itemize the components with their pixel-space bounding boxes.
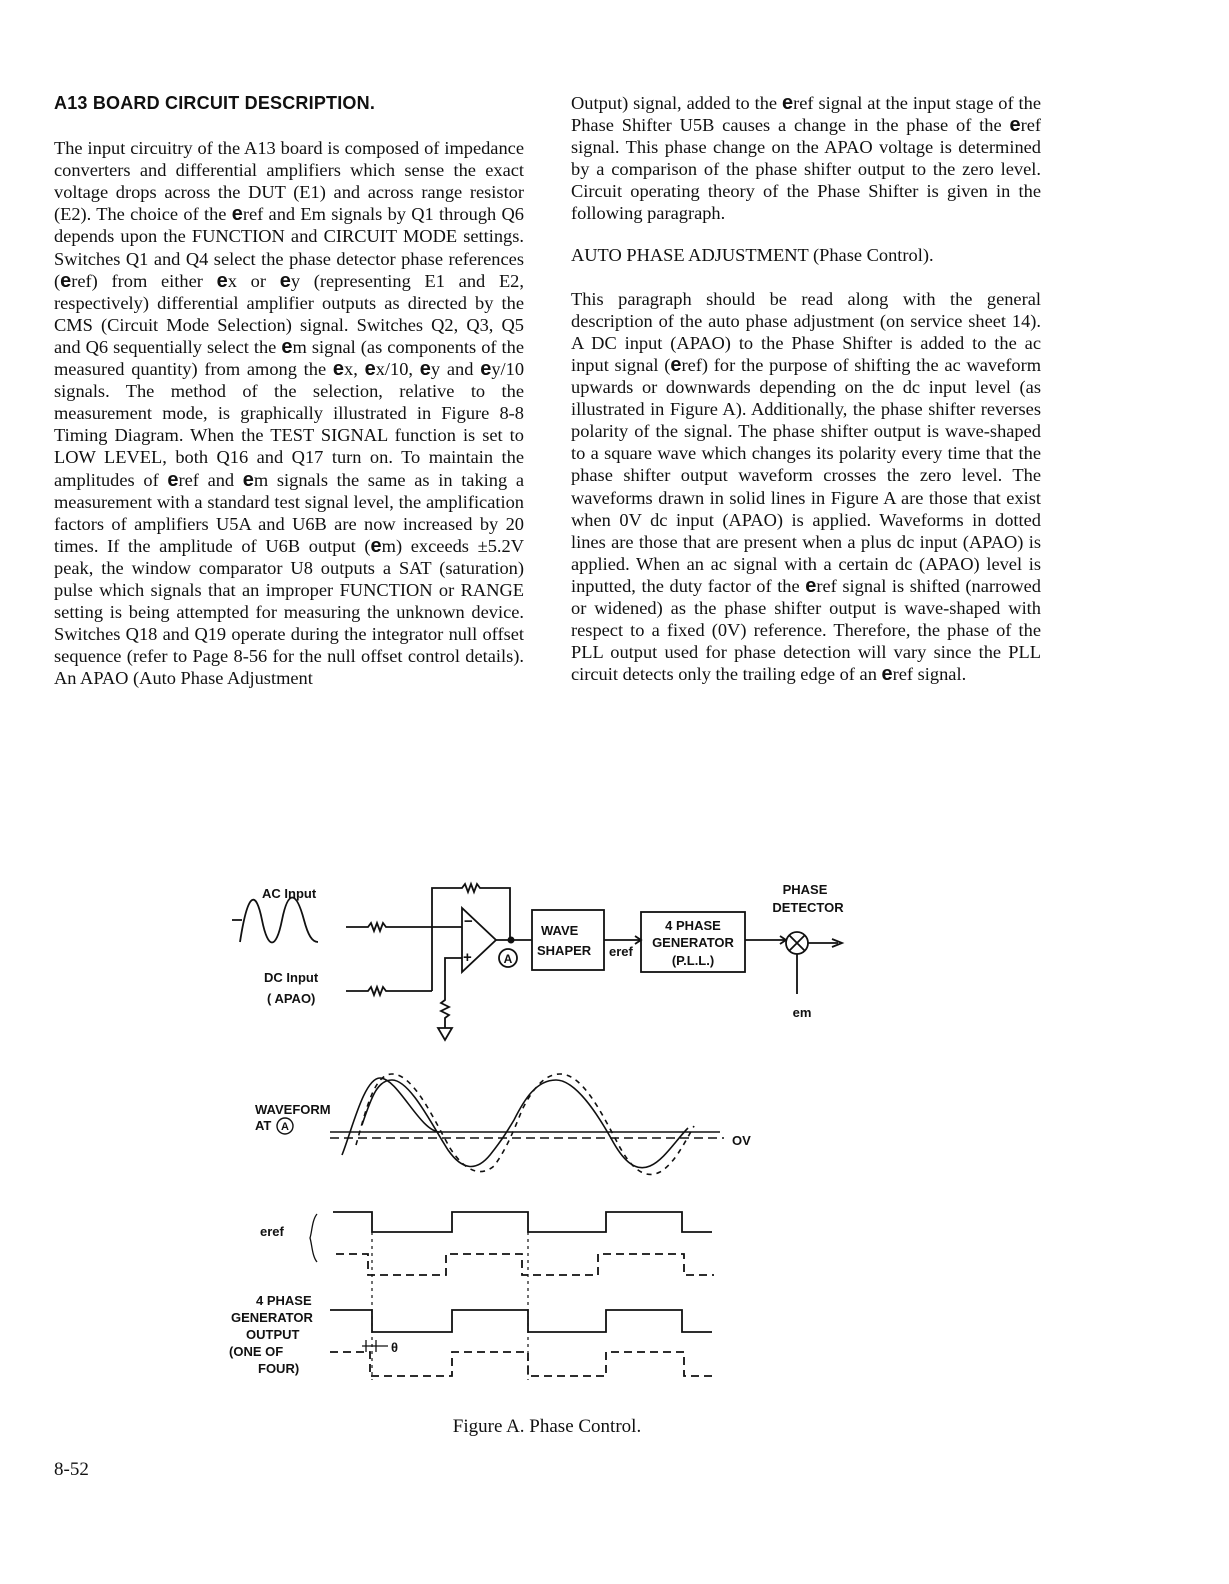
auto-phase-paragraph: This paragraph should be read along with the general description of the auto phase adjustment (on service sheet 14). A DC input (APAO) to the Phase Shifter is added to the ac input signal (eref) for the purpose of shifting the ac waveform upwards or downwards depending on the dc input level (as illustrated in Figure A). Additionally, the phase shifter reverses polarity of the signal. The phase shifter output is wave-shaped to a square wave which changes its polarity every time that the phase shifter output waveform crosses the zero level. The waveforms drawn in solid lines in Figure A are those that exist when 0V dc input (APAO) is applied. Waveforms in dotted lines are those that are present when a plus dc input (APAO) is applied. When an ac signal with a certain dc (APAO) level is inputted, the duty factor of the eref signal is shifted (narrowed or widened) as the phase shifter output is wave-shaped with respect to a fixed (0V) reference. Therefore, the phase of the PLL output used for phase detection will vary since the PLL circuit detects only the trailing edge of an eref signal. — [571, 288, 1041, 686]
feedback-wire — [432, 884, 510, 940]
minus-label: − — [464, 913, 473, 930]
figure-caption: Figure A. Phase Control. — [452, 1416, 642, 1437]
wave-label: WAVE — [541, 923, 579, 938]
phase-detector-cross — [789, 935, 805, 951]
phase-label: PHASE — [782, 882, 828, 897]
gen-output-label-4: (ONE OF — [229, 1344, 284, 1359]
gen-output-label-2: GENERATOR — [231, 1310, 313, 1325]
ac-input-wire — [346, 923, 432, 931]
section-heading: A13 BOARD CIRCUIT DESCRIPTION. — [54, 93, 376, 113]
dc-input-label: DC Input — [264, 970, 319, 985]
plus-label: + — [463, 949, 472, 966]
waveform-label: WAVEFORM — [255, 1102, 331, 1117]
node-a-label: A — [503, 952, 513, 966]
apao-label: ( APAO) — [267, 991, 316, 1006]
eref-dashed-trace — [336, 1254, 714, 1275]
page-number: 8-52 — [54, 1459, 89, 1480]
at-label: AT — [255, 1118, 272, 1133]
timing-labels — [229, 1224, 398, 1376]
eref-timing-label: eref — [260, 1224, 284, 1239]
ground-symbol — [438, 1028, 452, 1040]
gen-output-label-1: 4 PHASE — [256, 1293, 312, 1308]
circuit-description-paragraph: The input circuitry of the A13 board is composed of impedance converters and differential amplifiers which sense the exact voltage drops across the DUT (E1) and across range resistor (E2). The choice of the eref and Em signals by Q1 through Q6 depends upon the FUNCTION and CIRCUIT MODE settings. Switches Q1 and Q4 select the phase detector phase references (eref) from either ex or ey (representing E1 and E2, respectively) differential amplifier outputs as directed by the CMS (Circuit Mode Selection) signal. Switches Q2, Q3, Q5 and Q6 sequentially select the em signal (as components of the measured quantity) from among the ex, ex/10, ey and ey/10 signals. The method of the selection, relative to the measurement mode, is graphically illustrated in Figure 8-8 Timing Diagram. When the TEST SIGNAL function is set to LOW LEVEL, both Q16 and Q17 turn on. To maintain the amplitudes of eref and em signals the same as in taking a measurement with a standard test signal level, the amplification factors of amplifiers U5A and U6B are now increased by 20 times. If the amplitude of U6B output (em) exceeds ±5.2V peak, the window comparator U8 outputs a SAT (saturation) pulse which signals that an improper FUNCTION or RANGE setting is being attempted for measuring the unknown device. Switches Q18 and Q19 operate during the integrator null offset sequence (refer to Page 8-56 for the null offset control details). An APAO (Auto Phase Adjustment — [54, 138, 525, 689]
dc-input-wire — [346, 987, 432, 995]
em-label: em — [792, 1005, 812, 1020]
detector-label: DETECTOR — [772, 900, 844, 915]
generator-solid-trace — [330, 1310, 712, 1332]
ac-input-wave-symbol — [232, 898, 318, 943]
gen-output-label-3: OUTPUT — [246, 1327, 300, 1342]
gen-output-label-5: FOUR) — [258, 1361, 300, 1376]
node-a-dot — [508, 937, 513, 942]
eref-wire-label: eref — [609, 944, 633, 959]
block-diagram-labels — [262, 882, 844, 1020]
generator-label: GENERATOR — [652, 935, 734, 950]
four-phase-label: 4 PHASE — [665, 918, 721, 933]
generator-dashed-trace — [330, 1352, 714, 1376]
eref-solid-trace — [333, 1212, 712, 1232]
at-node-label: A — [281, 1121, 289, 1133]
wave-shaper-box — [532, 910, 604, 970]
shaper-label: SHAPER — [537, 943, 592, 958]
pll-label: (P.L.L.) — [671, 953, 715, 968]
theta-marker — [362, 1340, 388, 1352]
eref-bracket — [310, 1214, 317, 1262]
apao-continuation-paragraph: Output) signal, added to the eref signal at the input stage of the Phase Shifter U5B causes a change in the phase of the eref signal. This phase change on the APAO voltage is determined by a comparison of the phase shifter output to the zero level. Circuit operating theory of the Phase Shifter is given in the following paragraph. — [571, 92, 1041, 224]
ov-label: OV — [732, 1133, 751, 1148]
ac-input-label: AC Input — [262, 886, 317, 901]
waveform-at-a — [330, 1074, 724, 1174]
theta-label: θ — [391, 1340, 399, 1355]
auto-phase-subheading: AUTO PHASE ADJUSTMENT (Phase Control). — [571, 244, 934, 265]
noninverting-ground-wire — [441, 958, 462, 1028]
block-diagram — [232, 884, 842, 1040]
timing-diagrams — [310, 1212, 714, 1380]
solid-sine-wave — [342, 1078, 688, 1168]
